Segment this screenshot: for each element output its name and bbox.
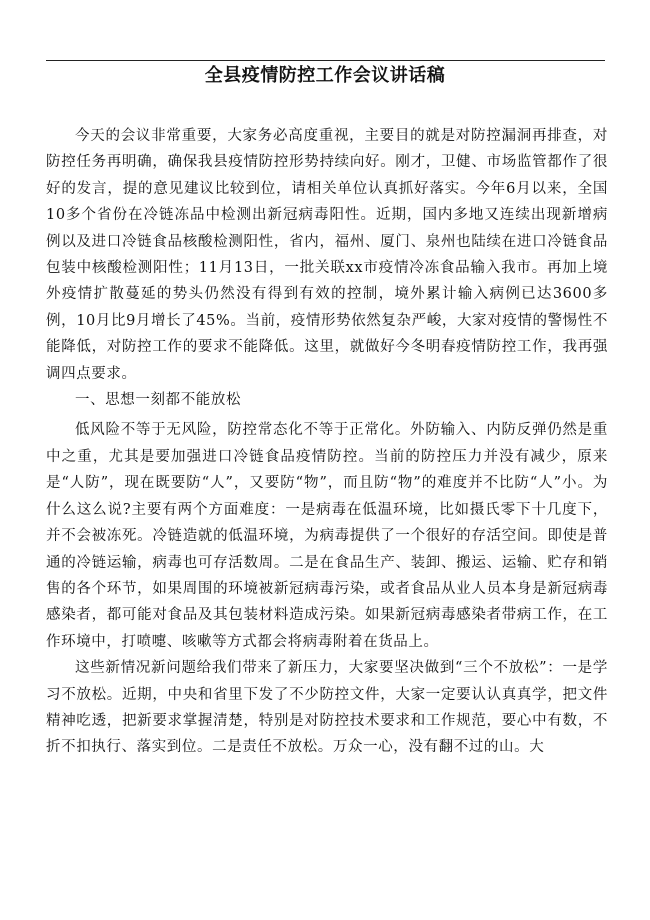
- header-rule: [46, 60, 605, 61]
- paragraph-three-requirements: 这些新情况新问题给我们带来了新压力，大家要坚决做到“三个不放松”：一是学习不放松。近期，中央和省里下发了不少防控文件，大家一定要认认真真学，把文件精神吃透，把新要求掌握清楚，特别是对防控技术要求和工作规范，要心中有数，不折不扣执行、落实到位。二是责任不放松。万众一心，没有翻不过的山。大: [46, 660, 608, 756]
- section-heading-1: 一、思想一刻都不能放松: [75, 392, 242, 409]
- paragraph-intro: 今天的会议非常重要，大家务必高度重视，主要目的就是对防控漏洞再排查，对防控任务再明确，确保我县疫情防控形势持续向好。刚才，卫健、市场监管都作了很好的发言，提的意见建议比较到位，请相关单位认真抓好落实。今年6月以来，全国10多个省份在冷链冻品中检测出新冠病毒阳性。近期，国内多地又连续出现新增病例以及进口冷链食品核酸检测阳性，省内，福州、厦门、泉州也陆续在进口冷链食品包装中核酸检测阳性；11月13日，一批关联xx市疫情冷冻食品输入我市。再加上境外疫情扩散蔓延的势头仍然没有得到有效的控制，境外累计输入病例已达3600多例，10月比9月增长了45%。当前，疫情形势依然复杂严峻，大家对疫情的警惕性不能降低，对防控工作的要求不能降低。这里，就做好今冬明春疫情防控工作，我再强调四点要求。: [46, 128, 608, 382]
- document-title: 全县疫情防控工作会议讲话稿: [204, 65, 446, 86]
- document-body: [46, 123, 608, 761]
- paragraph-section-1: 低风险不等于无风险，防控常态化不等于正常化。外防输入、内防反弹仍然是重中之重，尤其是要加强进口冷链食品疫情防控。当前的防控压力并没有减少，原来是“人防”，现在既要防“人”，又要防“物”，而且防“物”的难度并不比防“人”小。为什么这么说?主要有两个方面难度：一是病毒在低温环境，比如摄氏零下十几度下，并不会被冻死。冷链造就的低温环境，为病毒提供了一个很好的存活空间。即使是普通的冷链运输，病毒也可存活数周。二是在食品生产、装卸、搬运、运输、贮存和销售的各个环节，如果周围的环境被新冠病毒污染，或者食品从业人员本身是新冠病毒感染者，都可能对食品及其包装材料造成污染。如果新冠病毒感染者带病工作，在工作环境中，打喷嚏、咳嗽等方式都会将病毒附着在货品上。: [46, 422, 608, 650]
